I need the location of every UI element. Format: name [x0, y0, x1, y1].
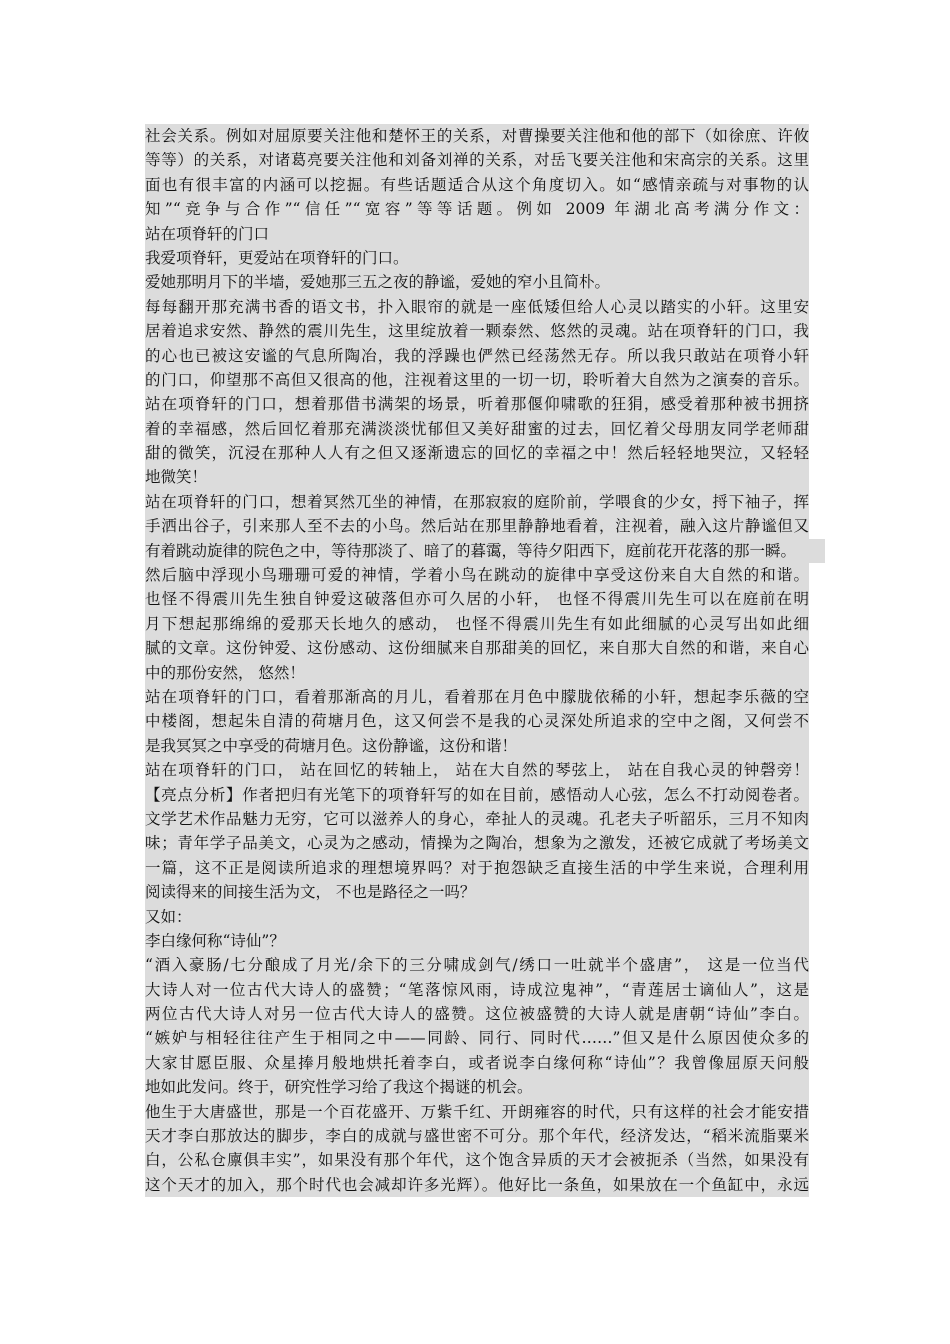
text-line: 大家甘愿臣服、众星捧月般地烘托着李白，或者说李白缘何称“诗仙”？我曾像屈原天问般: [145, 1051, 809, 1075]
text-line: 阅读得来的间接生活为文， 不也是路径之一吗？: [145, 880, 809, 904]
text-line: 他生于大唐盛世，那是一个百花盛开、万紫千红、开朗雍容的时代，只有这样的社会才能安措: [145, 1100, 809, 1124]
text-line: 味；青年学子品美文，心灵为之感动，情操为之陶冶，想象为之激发，还被它成就了考场美文: [145, 831, 809, 855]
text-line: 地如此发问。终于，研究性学习给了我这个揭谜的机会。: [145, 1075, 809, 1099]
text-line: 也怪不得震川先生独自钟爱这破落但亦可久居的小轩， 也怪不得震川先生可以在庭前在明: [145, 587, 809, 611]
text-line: “嫉妒与相轻往往产生于相同之中——同龄、同行、同时代……”但又是什么原因使众多的: [145, 1026, 809, 1050]
text-line: 居着追求安然、静然的震川先生，这里绽放着一颗泰然、悠然的灵魂。站在项脊轩的门口，我: [145, 319, 809, 343]
text-line: 是我冥冥之中享受的荷塘月色。这份静谧，这份和谐！: [145, 734, 809, 758]
text-line: 甜的微笑，沉浸在那种人人有之但又逐渐遗忘的回忆的幸福之中！然后轻轻地哭泣，又轻轻: [145, 441, 809, 465]
text-line: 每每翻开那充满书香的语文书，扑入眼帘的就是一座低矮但给人心灵以踏实的小轩。这里安: [145, 295, 809, 319]
text-line: 着的幸福感，然后回忆着那充满淡淡忧郁但又美好甜蜜的过去，回忆着父母朋友同学老师甜: [145, 417, 809, 441]
essay-title: 站在项脊轩的门口: [145, 222, 809, 246]
text-line: 大诗人对一位古代大诗人的盛赞；“笔落惊风雨，诗成泣鬼神”，“青莲居士谪仙人”，这是: [145, 978, 809, 1002]
text-line: 又如：: [145, 905, 809, 929]
analysis-heading-line: 【亮点分析】作者把归有光笔下的项脊轩写的如在目前，感悟动人心弦，怎么不打动阅卷者。: [145, 783, 809, 807]
text-line: 爱她那明月下的半墙，爱她那三五之夜的静谧，爱她的窄小且简朴。: [145, 270, 809, 294]
essay-title: 李白缘何称“诗仙”？: [145, 929, 809, 953]
text-line: 天才李白那放达的脚步，李白的成就与盛世密不可分。那个年代，经济发达，“稻米流脂粟米: [145, 1124, 809, 1148]
text-line: 站在项脊轩的门口，看着那渐高的月儿，看着那在月色中朦胧依稀的小轩，想起李乐薇的空: [145, 685, 809, 709]
text-line: 地微笑！: [145, 465, 809, 489]
text-line: 中楼阁，想起朱自清的荷塘月色，这又何尝不是我的心灵深处所追求的空中之阁，又何尝不: [145, 709, 809, 733]
text-line: 我爱项脊轩，更爱站在项脊轩的门口。: [145, 246, 809, 270]
text-line: 这个天才的加入，那个时代也会减却许多光辉）。他好比一条鱼，如果放在一个鱼缸中，永远: [145, 1173, 809, 1197]
document-body: [145, 124, 809, 1197]
text-line: 手洒出谷子，引来那人至不去的小鸟。然后站在那里静静地看着，注视着，融入这片静谧但又: [145, 514, 809, 538]
text-line: 月下想起那绵绵的爱那天长地久的感动， 也怪不得震川先生有如此细腻的心灵写出如此细: [145, 612, 809, 636]
text-line: 一篇，这不正是阅读所追求的理想境界吗？对于抱怨缺乏直接生活的中学生来说，合理利用: [145, 856, 809, 880]
text-line: 的门口，仰望那不高但又很高的他，注视着这里的一切一切，聆听着大自然为之演奏的音乐。: [145, 368, 809, 392]
text-line: 站在项脊轩的门口，想着那借书满架的场景，听着那偃仰啸歌的狂狷，感受着那种被书拥挤: [145, 392, 809, 416]
text-line: 文学艺术作品魅力无穷，它可以滋养人的身心，牵扯人的灵魂。孔老夫子听韶乐，三月不知肉: [145, 807, 809, 831]
text-line: 面也有很丰富的内涵可以挖掘。有些话题适合从这个角度切入。如“感情亲疏与对事物的认: [145, 173, 809, 197]
text-line: 知”“竞争与合作”“信任”“宽容”等等话题。例如 2009 年湖北高考满分作文：: [145, 197, 809, 221]
text-line: 站在项脊轩的门口，想着冥然兀坐的神情，在那寂寂的庭阶前，学喂食的少女，捋下袖子，挥: [145, 490, 809, 514]
text-line: 社会关系。例如对屈原要关注他和楚怀王的关系，对曹操要关注他和他的部下（如徐庶、许攸: [145, 124, 809, 148]
text-line: 站在项脊轩的门口， 站在回忆的转轴上， 站在大自然的琴弦上， 站在自我心灵的钟磬旁！: [145, 758, 809, 782]
text-line: 白，公私仓廪俱丰实”，如果没有那个年代，这个饱含异质的天才会被扼杀（当然，如果没有: [145, 1148, 809, 1172]
text-line: 的心也已被这安谧的气息所陶冶，我的浮躁也俨然已经荡然无存。所以我只敢站在项脊小轩: [145, 344, 809, 368]
text-line: 腻的文章。这份钟爱、这份感动、这份细腻来自那甜美的回忆，来自那大自然的和谐，来自心: [145, 636, 809, 660]
text-line: “酒入豪肠/七分酿成了月光/余下的三分啸成剑气/绣口一吐就半个盛唐”， 这是一位当代: [145, 953, 809, 977]
text-line: 然后脑中浮现小鸟珊珊可爱的神情，学着小鸟在跳动的旋律中享受这份来自大自然的和谐。: [145, 563, 809, 587]
text-line: 有着跳动旋律的院色之中，等待那淡了、暗了的暮霭，等待夕阳西下，庭前花开花落的那一瞬。: [145, 539, 825, 563]
text-line: 中的那份安然， 悠然！: [145, 661, 809, 685]
text-line: 等等）的关系，对诸葛亮要关注他和刘备刘禅的关系，对岳飞要关注他和宋高宗的关系。这里: [145, 148, 809, 172]
text-line: 两位古代大诗人对另一位古代大诗人的盛赞。这位被盛赞的大诗人就是唐朝“诗仙”李白。: [145, 1002, 809, 1026]
